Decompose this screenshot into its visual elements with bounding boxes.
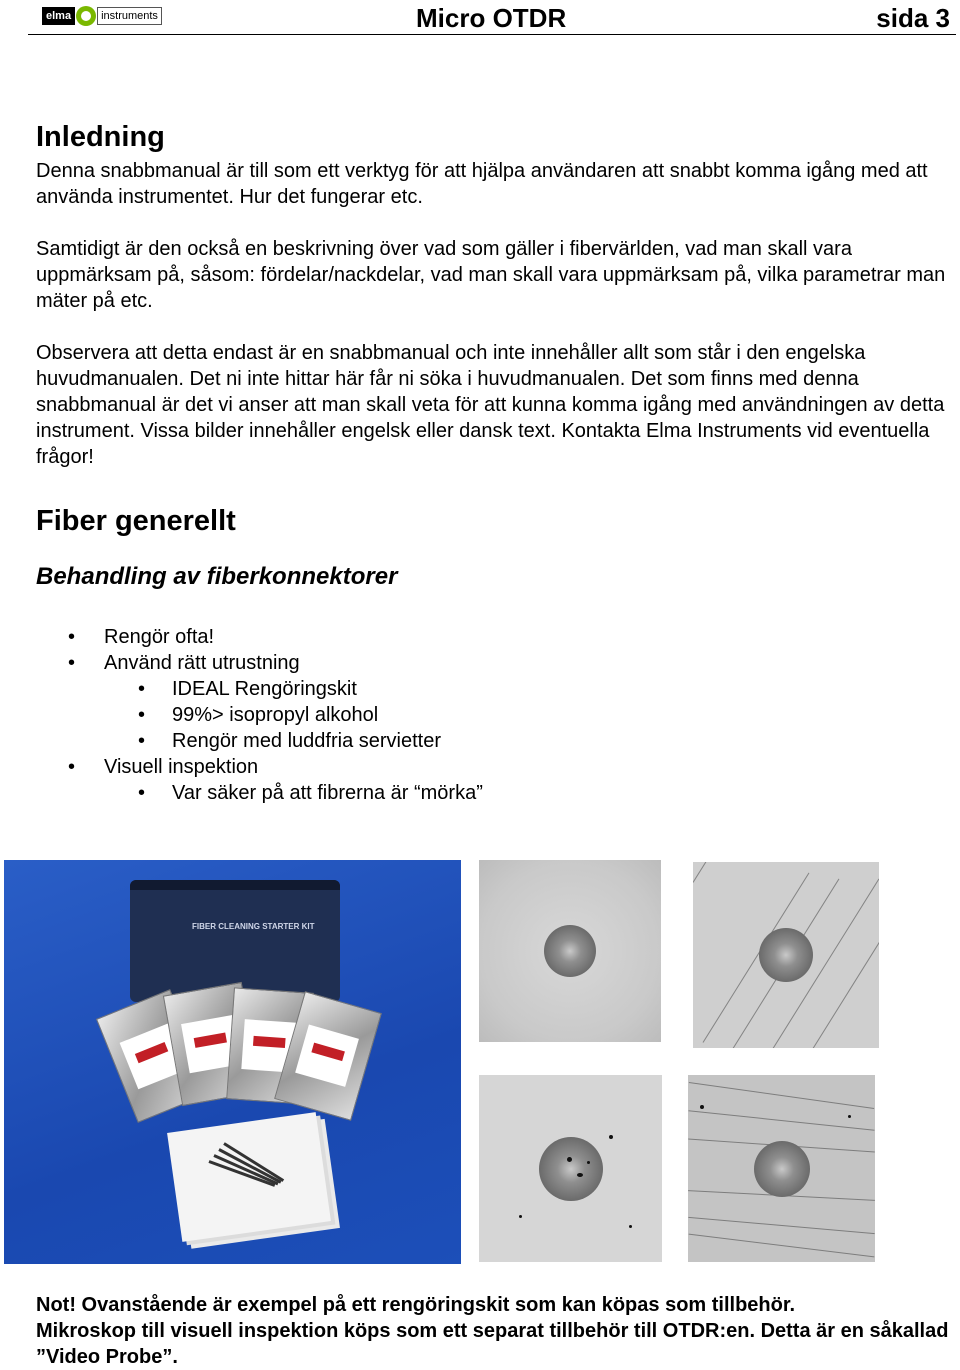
fiber-microscope-scratched xyxy=(693,862,879,1048)
accessory-note xyxy=(36,1292,956,1370)
intro-paragraph-3: Observera att detta endast är en snabbmanual och inte innehåller allt som står i den engelska huvudmanualen. Det ni inte hittar här får ni söka i huvudmanualen. Det som finns med denna snabbmanual är det vi anser att man skall veta för att kunna komma igång med användningen av detta instrument. Vissa bilder innehåller engelsk eller dansk text. Kontakta Elma Instruments vid eventuella frågor! xyxy=(36,342,945,468)
list-item-text: Var säker på att fibrerna är “mörka” xyxy=(172,782,483,804)
logo-circle-icon xyxy=(76,6,96,26)
logo-instruments-text: instruments xyxy=(97,7,162,25)
fiber-microscope-clean xyxy=(479,860,661,1042)
list-item-text: Använd rätt utrustning xyxy=(104,652,300,674)
list-item-text: IDEAL Rengöringskit xyxy=(172,678,357,700)
intro-paragraph-1: Denna snabbmanual är till som ett verktyg för att hjälpa användaren att snabbt komma igång med att använda instrumentet. Hur det fungerar etc. xyxy=(36,160,928,208)
kit-pouch-label: FIBER CLEANING STARTER KIT xyxy=(192,922,315,931)
page-header xyxy=(28,0,956,35)
list-item xyxy=(36,780,956,806)
page-content xyxy=(36,120,956,806)
note-line-1: Not! Ovanstående är exempel på ett rengöringskit som kan köpas som tillbehör. xyxy=(36,1294,796,1316)
bullet-icon: • xyxy=(68,626,76,648)
list-item-text: 99%> isopropyl alkohol xyxy=(172,704,379,726)
list-item xyxy=(36,702,956,728)
bullet-icon: • xyxy=(138,730,146,752)
fiber-heading: Fiber generellt xyxy=(36,505,236,537)
list-item xyxy=(36,754,956,780)
page-number: sida 3 xyxy=(876,3,950,33)
note-line-2: Mikroskop till visuell inspektion köps som ett separat tillbehör till OTDR:en. Detta är en såkallad ”Video Probe”. xyxy=(36,1320,949,1368)
elma-logo xyxy=(42,6,162,26)
bullet-icon: • xyxy=(138,704,146,726)
fiber-microscope-damaged xyxy=(688,1075,875,1262)
bullet-icon: • xyxy=(138,782,146,804)
intro-paragraph-2: Samtidigt är den också en beskrivning över vad som gäller i fibervärlden, vad man skall vara uppmärksam på, såsom: fördelar/nackdelar, vad man skall vara uppmärksam på, vilka parametrar man mäter på etc. xyxy=(36,238,946,312)
list-item xyxy=(36,650,956,676)
cleaning-kit-photo xyxy=(4,860,461,1264)
list-item xyxy=(36,676,956,702)
bullet-icon: • xyxy=(138,678,146,700)
list-item-text: Rengör ofta! xyxy=(104,626,215,648)
list-item xyxy=(36,728,956,754)
document-title: Micro OTDR xyxy=(416,3,567,33)
cleaning-bullet-list xyxy=(36,624,956,806)
fiber-microscope-dirty xyxy=(479,1075,662,1262)
list-item-text: Rengör med luddfria servietter xyxy=(172,730,442,752)
bullet-icon: • xyxy=(68,652,76,674)
list-item xyxy=(36,624,956,650)
bullet-icon: • xyxy=(68,756,76,778)
fiber-subheading: Behandling av fiberkonnektorer xyxy=(36,563,398,590)
logo-elma-text: elma xyxy=(42,7,75,25)
intro-heading: Inledning xyxy=(36,121,165,153)
list-item-text: Visuell inspektion xyxy=(104,756,259,778)
